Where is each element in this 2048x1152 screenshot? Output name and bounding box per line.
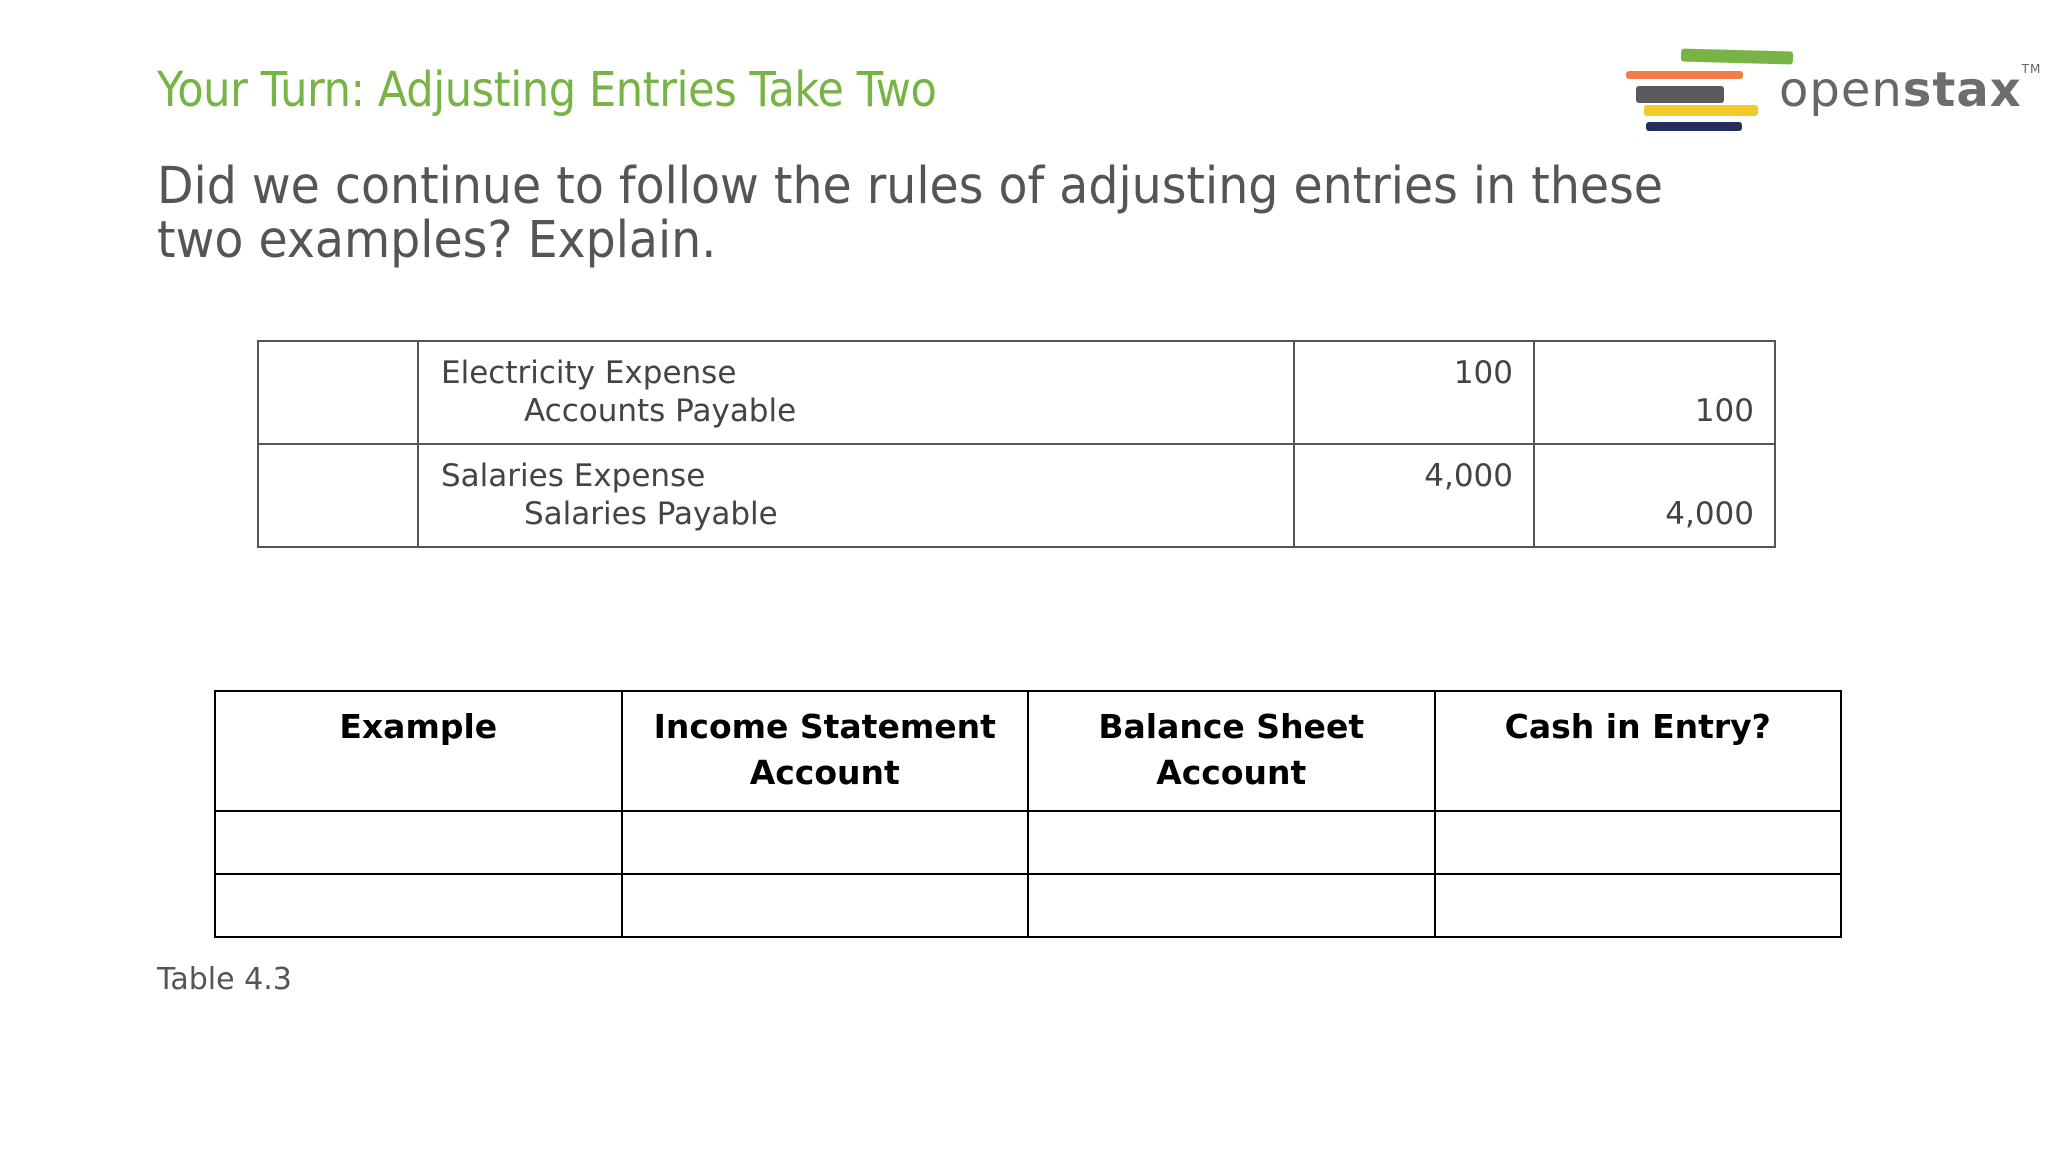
question-text: Did we continue to follow the rules of adjusting entries in these two examples? Explain. bbox=[157, 157, 1663, 270]
debit-account: Electricity Expense bbox=[441, 355, 737, 391]
logo-bar-yellow bbox=[1644, 105, 1758, 116]
logo-wordmark bbox=[1779, 62, 2041, 118]
date-cell bbox=[258, 444, 418, 547]
analysis-cell bbox=[215, 811, 622, 874]
slide-title: Your Turn: Adjusting Entries Take Two bbox=[157, 62, 937, 118]
logo-bar-gray bbox=[1636, 86, 1724, 103]
credit-cell bbox=[1534, 341, 1775, 444]
debit-cell bbox=[1294, 444, 1534, 547]
logo-bar-navy bbox=[1646, 122, 1742, 131]
credit-account: Salaries Payable bbox=[524, 496, 778, 532]
analysis-cell bbox=[622, 811, 1029, 874]
date-cell bbox=[258, 341, 418, 444]
journal-row bbox=[258, 341, 1775, 444]
logo-text-stax: stax bbox=[1902, 62, 2022, 118]
logo-bar-green bbox=[1681, 49, 1793, 65]
table-caption: Table 4.3 bbox=[157, 962, 292, 997]
analysis-cell bbox=[622, 874, 1029, 937]
debit-cell bbox=[1294, 341, 1534, 444]
analysis-cell bbox=[1435, 811, 1842, 874]
credit-amount: 4,000 bbox=[1665, 496, 1754, 532]
header-cash-in-entry: Cash in Entry? bbox=[1435, 691, 1842, 811]
journal-row bbox=[258, 444, 1775, 547]
header-example: Example bbox=[215, 691, 622, 811]
analysis-cell bbox=[1028, 811, 1435, 874]
analysis-header-row bbox=[215, 691, 1841, 811]
account-cell bbox=[418, 341, 1294, 444]
analysis-cell bbox=[215, 874, 622, 937]
credit-amount: 100 bbox=[1694, 393, 1754, 429]
credit-account: Accounts Payable bbox=[524, 393, 797, 429]
openstax-logo bbox=[1624, 46, 2042, 136]
account-cell bbox=[418, 444, 1294, 547]
header-balance-sheet-account: Balance Sheet Account bbox=[1028, 691, 1435, 811]
logo-bar-orange bbox=[1626, 71, 1743, 79]
logo-tm: TM bbox=[2021, 62, 2042, 76]
journal-entries-table bbox=[257, 340, 1776, 548]
logo-text-open: open bbox=[1779, 62, 1903, 118]
analysis-cell bbox=[1028, 874, 1435, 937]
analysis-table bbox=[214, 690, 1842, 938]
debit-amount: 4,000 bbox=[1424, 458, 1513, 494]
analysis-cell bbox=[1435, 874, 1842, 937]
header-income-statement-account: Income Statement Account bbox=[622, 691, 1029, 811]
debit-amount: 100 bbox=[1453, 355, 1513, 391]
credit-cell bbox=[1534, 444, 1775, 547]
analysis-row bbox=[215, 874, 1841, 937]
debit-account: Salaries Expense bbox=[441, 458, 706, 494]
analysis-row bbox=[215, 811, 1841, 874]
